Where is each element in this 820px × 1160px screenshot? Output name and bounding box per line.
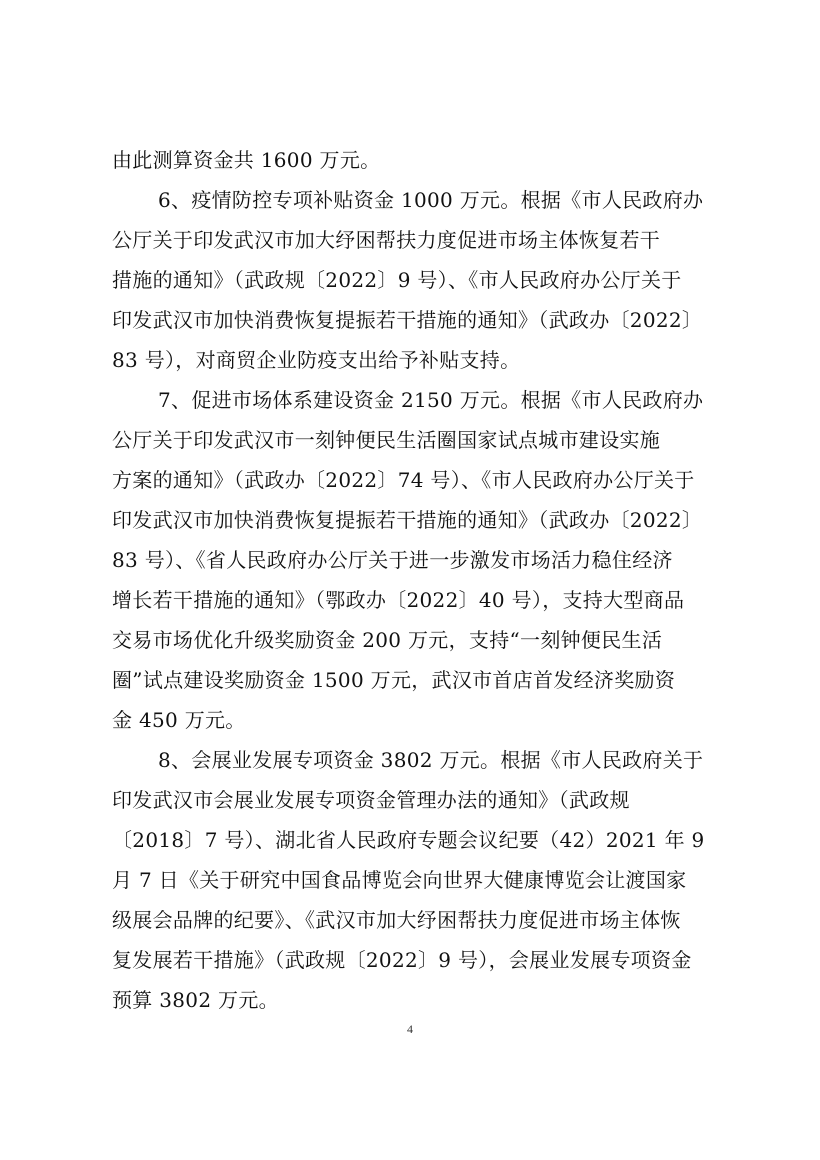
text-line: 由此测算资金共 1600 万元。 (112, 148, 381, 172)
page-number: 4 (407, 1022, 413, 1036)
text-line: 印发武汉市加快消费恢复提振若干措施的通知》（武政办〔2022〕 (112, 308, 703, 332)
text-line: 复发展若干措施》（武政规〔2022〕9 号），会展业发展专项资金 (112, 948, 692, 972)
text-line: 金 450 万元。 (112, 708, 246, 732)
text-line: 增长若干措施的通知》（鄂政办〔2022〕40 号），支持大型商品 (112, 588, 685, 612)
text-line: 印发武汉市加快消费恢复提振若干措施的通知》（武政办〔2022〕 (112, 508, 703, 532)
paragraph-6-start: 6、疫情防控专项补贴资金 1000 万元。根据《市人民政府办 (158, 188, 704, 212)
text-line: 方案的通知》（武政办〔2022〕74 号）、《市人民政府办公厅关于 (112, 468, 695, 492)
text-line: 预算 3802 万元。 (112, 988, 279, 1012)
paragraph-8-start: 8、会展业发展专项资金 3802 万元。根据《市人民政府关于 (158, 748, 704, 772)
text-line: 公厅关于印发武汉市一刻钟便民生活圈国家试点城市建设实施 (112, 428, 661, 452)
text-line: 月 7 日《关于研究中国食品博览会向世界大健康博览会让渡国家 (112, 868, 687, 892)
text-line: 83 号），对商贸企业防疫支出给予补贴支持。 (112, 348, 521, 372)
paragraph-7-start: 7、促进市场体系建设资金 2150 万元。根据《市人民政府办 (158, 388, 704, 412)
text-line: 印发武汉市会展业发展专项资金管理办法的通知》（武政规 (112, 788, 630, 812)
text-line: 交易市场优化升级奖励资金 200 万元，支持“一刻钟便民生活 (112, 628, 663, 652)
body-text (112, 140, 722, 1020)
text-line: 圈”试点建设奖励资金 1500 万元，武汉市首店首发经济奖励资 (112, 668, 676, 692)
text-line: 措施的通知》（武政规〔2022〕9 号）、《市人民政府办公厅关于 (112, 268, 682, 292)
text-line: 公厅关于印发武汉市加大纾困帮扶力度促进市场主体恢复若干 (112, 228, 661, 252)
text-line: 83 号）、《省人民政府办公厅关于进一步激发市场活力稳住经济 (112, 548, 673, 572)
text-line: 〔2018〕7 号）、湖北省人民政府专题会议纪要（42）2021 年 9 (112, 828, 705, 852)
text-line: 级展会品牌的纪要》、《武汉市加大纾困帮扶力度促进市场主体恢 (112, 908, 681, 932)
